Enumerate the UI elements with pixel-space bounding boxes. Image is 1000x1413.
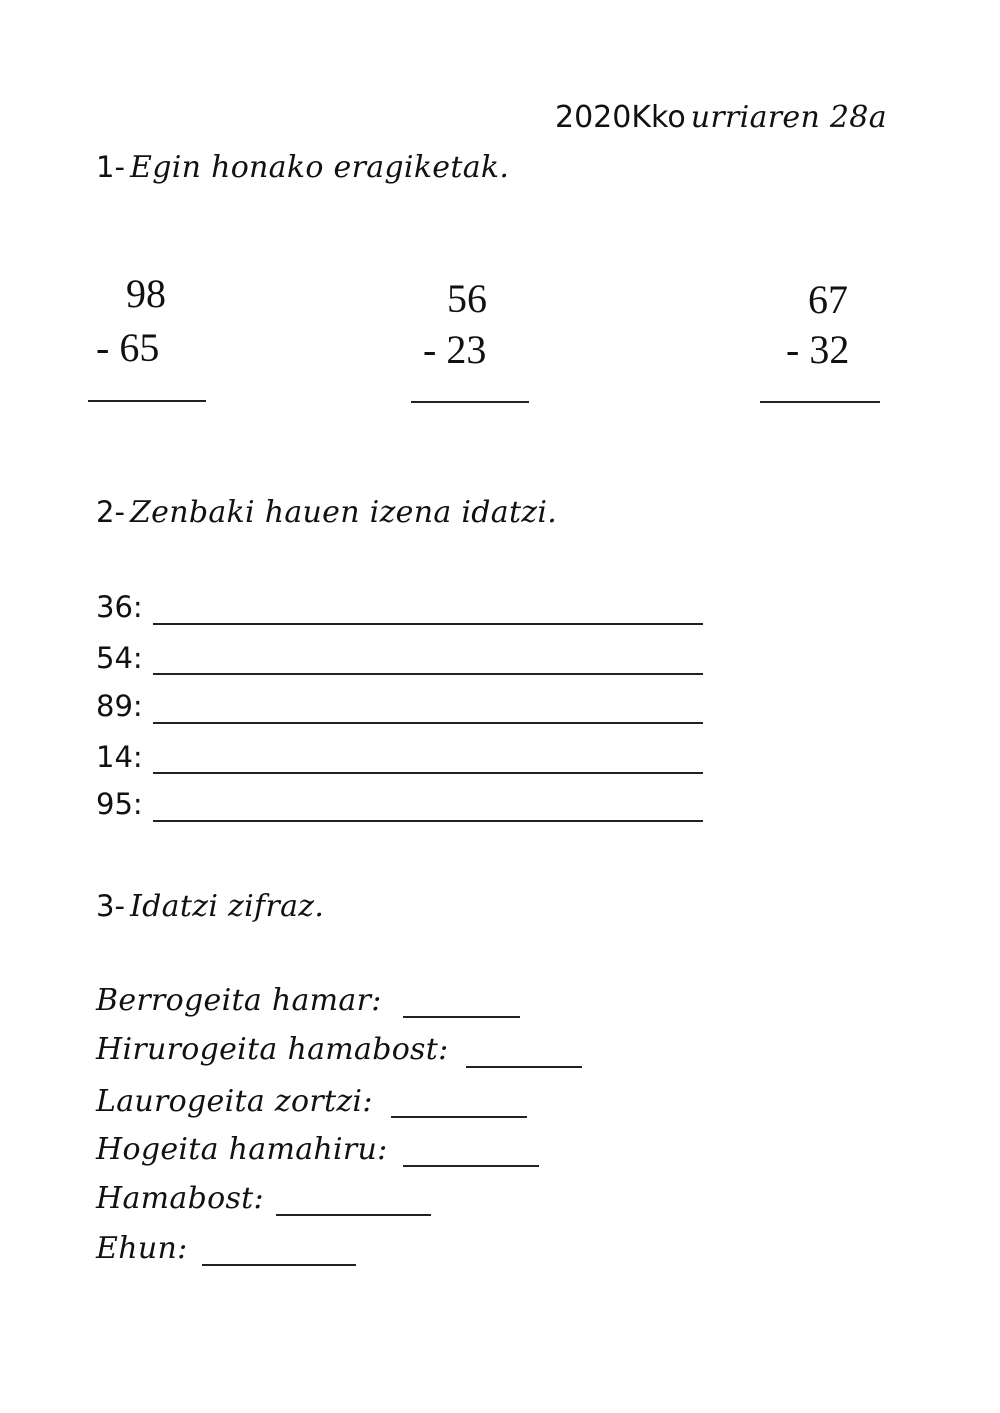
section3-title: Idatzi zifraz. [130, 889, 325, 924]
operation-3-bottom: - 32 [786, 327, 850, 372]
section2-title: Zenbaki hauen izena idatzi. [130, 495, 558, 530]
digit-answer-line-4[interactable] [403, 1165, 539, 1167]
operation-2-bottom: - 23 [423, 327, 487, 372]
word-number-3: Laurogeita zortzi: [96, 1084, 373, 1119]
section1-heading [96, 150, 509, 185]
word-number-5: Hamabost: [96, 1181, 264, 1216]
operation-1-answer-line[interactable] [88, 400, 206, 402]
number-label-89: 89: [96, 689, 143, 723]
section1-number: 1- [96, 150, 125, 184]
digit-answer-line-1[interactable] [403, 1016, 520, 1018]
section2-number: 2- [96, 495, 125, 529]
number-label-36: 36: [96, 590, 143, 624]
number-name-line-89[interactable] [153, 722, 703, 724]
operation-1-top: 98 [126, 271, 166, 316]
section3-number: 3- [96, 889, 125, 923]
number-label-14: 14: [96, 740, 143, 774]
operation-2-top: 56 [447, 276, 487, 321]
date-year: 2020Kko [555, 100, 686, 135]
word-number-6: Ehun: [96, 1231, 188, 1266]
number-name-line-36[interactable] [153, 623, 703, 625]
section1-title: Egin honako eragiketak. [130, 150, 510, 185]
operation-3-top: 67 [808, 277, 848, 322]
digit-answer-line-5[interactable] [276, 1214, 431, 1216]
operation-2-answer-line[interactable] [411, 401, 529, 403]
operation-1-bottom: - 65 [96, 325, 160, 370]
date-text: urriaren 28a [690, 100, 887, 135]
word-number-1: Berrogeita hamar: [96, 983, 382, 1018]
section3-heading [96, 889, 324, 924]
word-number-2: Hirurogeita hamabost: [96, 1032, 449, 1067]
digit-answer-line-6[interactable] [202, 1264, 356, 1266]
digit-answer-line-3[interactable] [391, 1116, 527, 1118]
number-label-95: 95: [96, 787, 143, 821]
word-number-4: Hogeita hamahiru: [96, 1132, 388, 1167]
operation-3-answer-line[interactable] [760, 401, 880, 403]
number-name-line-54[interactable] [153, 673, 703, 675]
date-header [555, 100, 887, 135]
number-name-line-14[interactable] [153, 772, 703, 774]
number-name-line-95[interactable] [153, 820, 703, 822]
section2-heading [96, 495, 557, 530]
digit-answer-line-2[interactable] [466, 1066, 582, 1068]
number-label-54: 54: [96, 641, 143, 675]
